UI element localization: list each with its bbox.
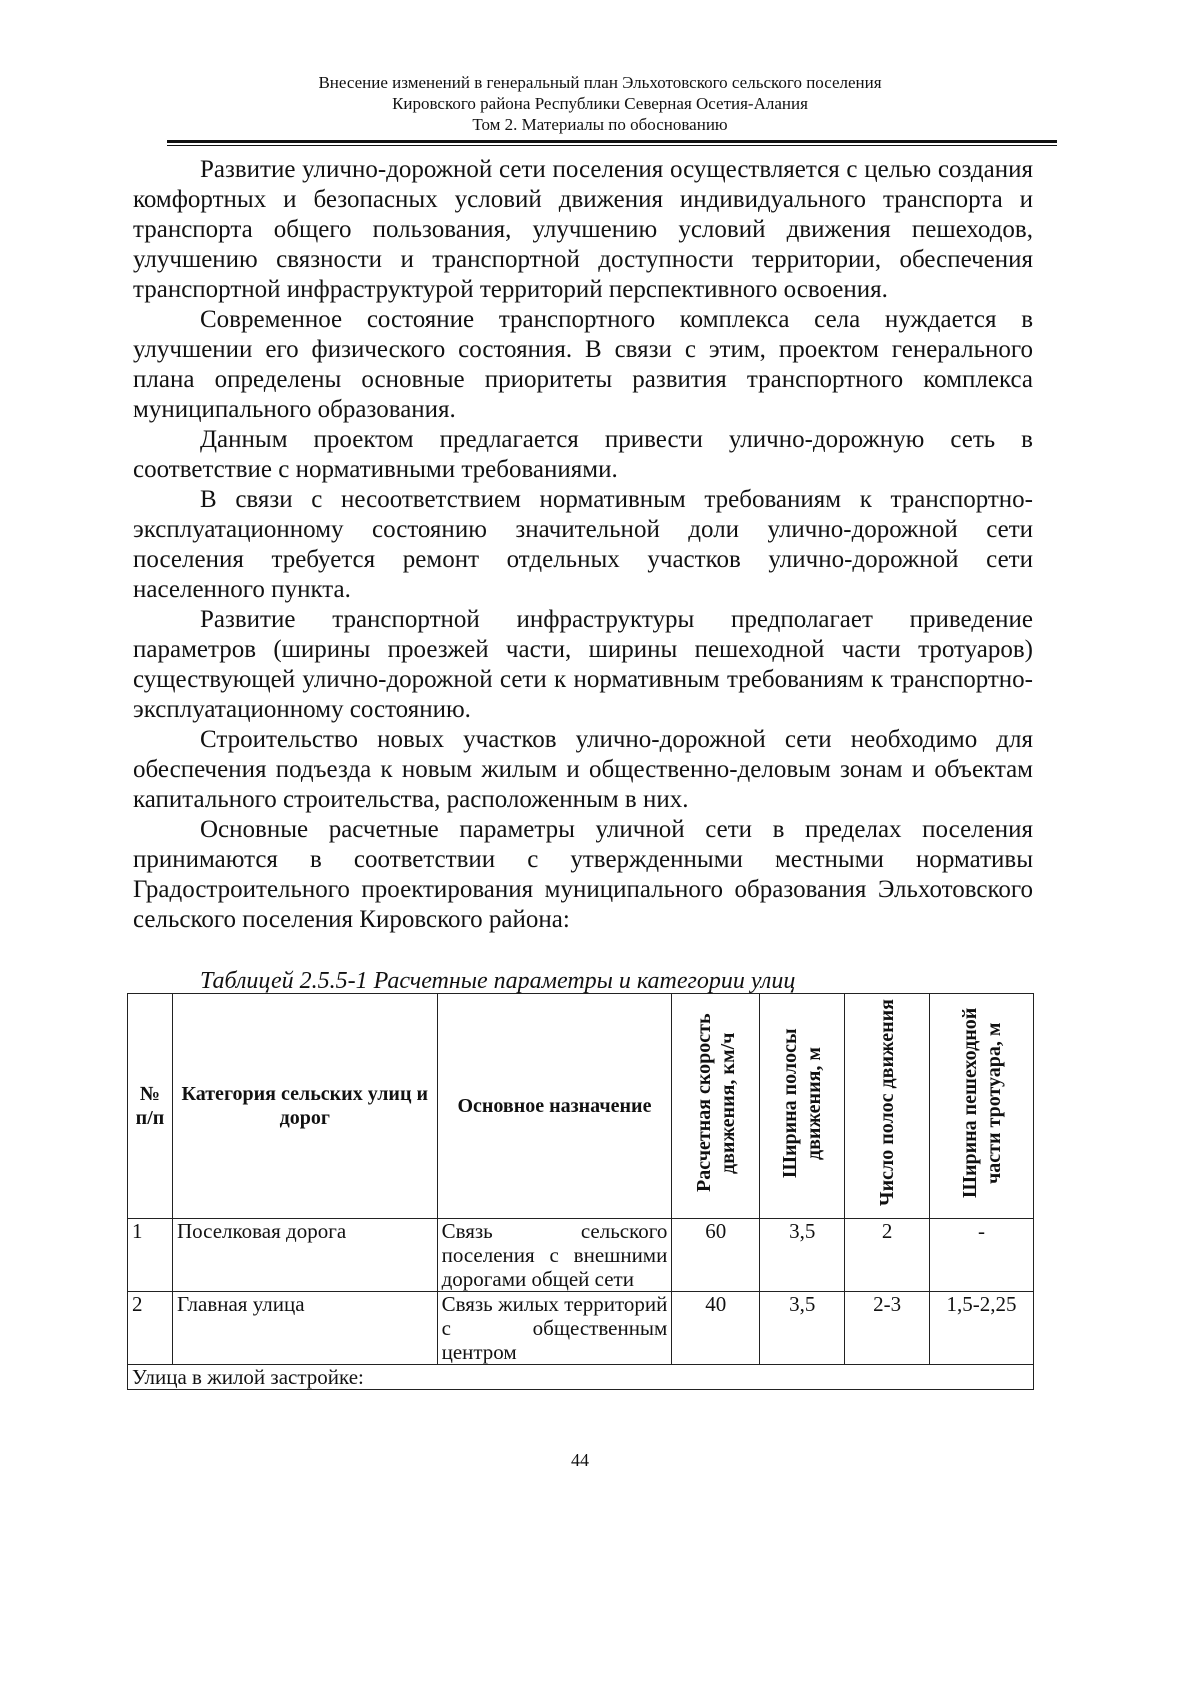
cell-category: Поселковая дорога: [172, 1219, 437, 1292]
cell-num: 1: [128, 1219, 173, 1292]
cell-lane-width: 3,5: [760, 1219, 845, 1292]
paragraph: Развитие улично-дорожной сети поселения осуществляется с целью создания комфортных и безопасных условий движения индивидуального транспорта и транспорта общего пользования, улучшению условий движения пешеходов, улучшению связности и транспортной доступности территории, обеспечения транспортной инфраструктурой территорий перспективного освоения.: [133, 156, 1033, 303]
header-num: № п/п: [128, 994, 173, 1219]
header-rule-thick: [167, 140, 1057, 143]
header-rule-thin: [167, 145, 1057, 146]
cell-category: Главная улица: [172, 1292, 437, 1365]
paragraph: Данным проектом предлагается привести улично-дорожную сеть в соответствие с нормативными требованиями.: [133, 426, 1033, 483]
paragraph: Основные расчетные параметры уличной сети в пределах поселения принимаются в соответствии с утвержденными местными нормативы Градостроительного проектирования муниципального образования Эльхотовского сельского поселения Кировского района:: [133, 816, 1033, 933]
header-sidewalk-cell: [930, 994, 1034, 1219]
section-label: Улица в жилой застройке:: [128, 1365, 1034, 1390]
header-sidewalk: Ширина пешеходной части тротуара, м: [958, 1007, 1005, 1199]
cell-num: 2: [128, 1292, 173, 1365]
cell-lanes: 2: [845, 1219, 930, 1292]
cell-sidewalk: -: [930, 1219, 1034, 1292]
header-line-2: Кировского района Республики Северная Осетия-Алания: [392, 94, 808, 113]
paragraph: Развитие транспортной инфраструктуры предполагает приведение параметров (ширины проезжей части, ширины пешеходной части тротуаров) существующей улично-дорожной сети к нормативным требованиям к транспортно-эксплуатационному состоянию.: [133, 606, 1033, 723]
paragraph: Строительство новых участков улично-дорожной сети необходимо для обеспечения подъезда к новым жилым и общественно-деловым зонам и объектам капитального строительства, расположенным в них.: [133, 726, 1033, 813]
header-lanes: Число полос движения: [876, 999, 899, 1207]
page-header: [140, 72, 1060, 135]
table-header-row: [128, 994, 1034, 1219]
header-category: Категория сельских улиц и дорог: [172, 994, 437, 1219]
header-lane-width-cell: [760, 994, 845, 1219]
cell-sidewalk: 1,5-2,25: [930, 1292, 1034, 1365]
header-purpose: Основное назначение: [437, 994, 672, 1219]
paragraph: В связи с несоответствием нормативным требованиям к транспортно-эксплуатационному состоянию значительной доли улично-дорожной сети поселения требуется ремонт отдельных участков улично-дорожной сети населенного пункта.: [133, 486, 1033, 603]
table-section-row: [128, 1365, 1034, 1390]
header-speed-cell: [672, 994, 760, 1219]
header-line-1: Внесение изменений в генеральный план Эльхотовского сельского поселения: [318, 73, 882, 92]
street-parameters-table: [127, 993, 1034, 1390]
header-lanes-cell: [845, 994, 930, 1219]
cell-lanes: 2-3: [845, 1292, 930, 1365]
cell-speed: 60: [672, 1219, 760, 1292]
table-row: [128, 1219, 1034, 1292]
table-row: [128, 1292, 1034, 1365]
table-caption: Таблицей 2.5.5-1 Расчетные параметры и категории улиц: [200, 968, 796, 994]
header-lane-width: Ширина полосы движения, м: [779, 1028, 826, 1178]
paragraph: Современное состояние транспортного комплекса села нуждается в улучшении его физического состояния. В связи с этим, проектом генерального плана определены основные приоритеты развития транспортного комплекса муниципального образования.: [133, 306, 1033, 423]
body-text: [133, 155, 1033, 935]
header-line-3: Том 2. Материалы по обоснованию: [472, 115, 728, 134]
page-number: 44: [571, 1450, 589, 1470]
cell-purpose: Связь жилых территорий с общественным центром: [437, 1292, 672, 1365]
cell-purpose: Связь сельского поселения с внешними дорогами общей сети: [437, 1219, 672, 1292]
header-speed: Расчетная скорость движения, км/ч: [692, 1013, 739, 1193]
cell-speed: 40: [672, 1292, 760, 1365]
cell-lane-width: 3,5: [760, 1292, 845, 1365]
